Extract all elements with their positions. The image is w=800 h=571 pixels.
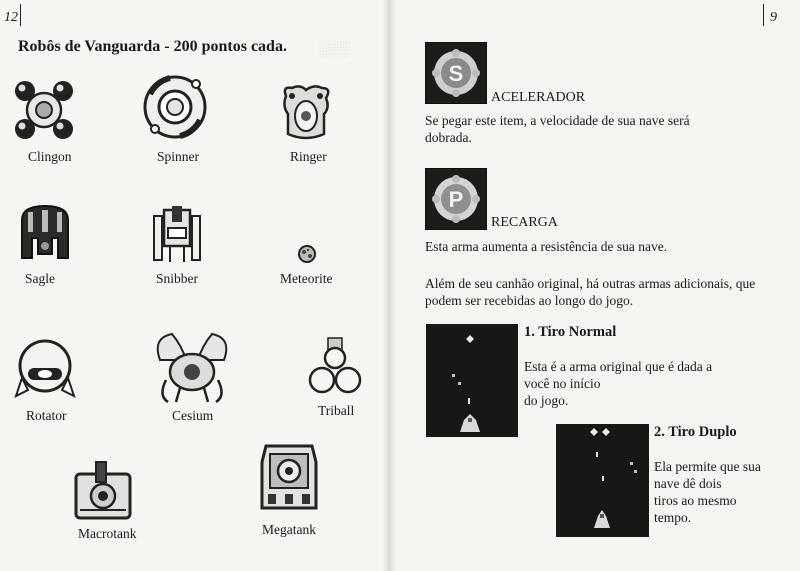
intro-text-line2: podem ser recebidas ao longo do jogo.: [425, 293, 634, 308]
weapon-desc-tiro-duplo-line2: nave dê dois: [654, 476, 722, 491]
robot-label-sagle: Sagle: [25, 271, 55, 286]
acelerador-title: ACELERADOR: [491, 90, 586, 105]
robot-label-spinner: Spinner: [157, 149, 199, 164]
page-edge-mark-left: [20, 4, 21, 26]
tiro-normal-screenshot: [426, 324, 518, 437]
triball-icon: [308, 336, 362, 396]
page-number-right: 9: [770, 10, 777, 25]
clingon-icon: [12, 78, 76, 144]
spinner-icon: [140, 72, 210, 142]
acelerador-badge-icon: [425, 42, 487, 104]
intro-text-line1: Além de seu canhão original, há outras armas adicionais, que: [425, 276, 756, 291]
acelerador-text-line1: Se pegar este item, a velocidade de sua nave será: [425, 113, 690, 128]
weapon-desc-tiro-duplo-line3: tiros ao mesmo: [654, 493, 737, 508]
recarga-text: Esta arma aumenta a resistência de sua nave.: [425, 239, 668, 254]
snibber-icon: [150, 204, 204, 266]
recarga-badge-icon: [425, 168, 487, 230]
robot-label-snibber: Snibber: [156, 271, 198, 286]
recarga-badge-letter: P: [448, 187, 464, 212]
ringer-icon: [280, 82, 332, 142]
weapon-desc-tiro-normal-line2: você no início: [524, 376, 601, 391]
robot-label-clingon: Clingon: [28, 149, 72, 164]
megatank-icon: [258, 442, 320, 514]
robot-label-ringer: Ringer: [290, 149, 327, 164]
sagle-icon: [14, 202, 76, 264]
recarga-title: RECARGA: [491, 215, 558, 230]
robot-label-rotator: Rotator: [26, 408, 67, 423]
weapon-desc-tiro-normal-line3: do jogo.: [524, 393, 569, 408]
cesium-icon: [152, 330, 232, 404]
weapon-title-tiro-normal: 1. Tiro Normal: [524, 324, 617, 340]
tiro-duplo-screenshot: [556, 424, 649, 537]
weapon-title-tiro-duplo: 2. Tiro Duplo: [654, 424, 737, 440]
weapon-desc-tiro-duplo-line1: Ela permite que sua: [654, 459, 761, 474]
acelerador-text-line2: dobrada.: [425, 130, 472, 145]
weapon-desc-tiro-duplo-line4: tempo.: [654, 510, 692, 525]
macrotank-icon: [72, 460, 134, 522]
robot-label-megatank: Megatank: [262, 522, 316, 537]
robot-label-cesium: Cesium: [172, 408, 214, 423]
robot-label-triball: Triball: [318, 403, 355, 418]
page-number-left: 12: [4, 10, 18, 25]
meteorite-icon: [297, 244, 317, 264]
rotator-icon: [14, 338, 76, 400]
acelerador-badge-letter: S: [448, 61, 464, 86]
page-edge-mark-right: [763, 4, 764, 26]
robot-label-macrotank: Macrotank: [78, 526, 137, 541]
weapon-desc-tiro-normal-line1: Esta é a arma original que é dada a: [524, 359, 713, 374]
book-gutter: [383, 0, 397, 571]
robot-label-meteorite: Meteorite: [280, 271, 333, 286]
page-heading: Robôs de Vanguarda - 200 pontos cada.: [18, 38, 287, 55]
bleed-through-decoration: ░░░: [318, 42, 350, 58]
